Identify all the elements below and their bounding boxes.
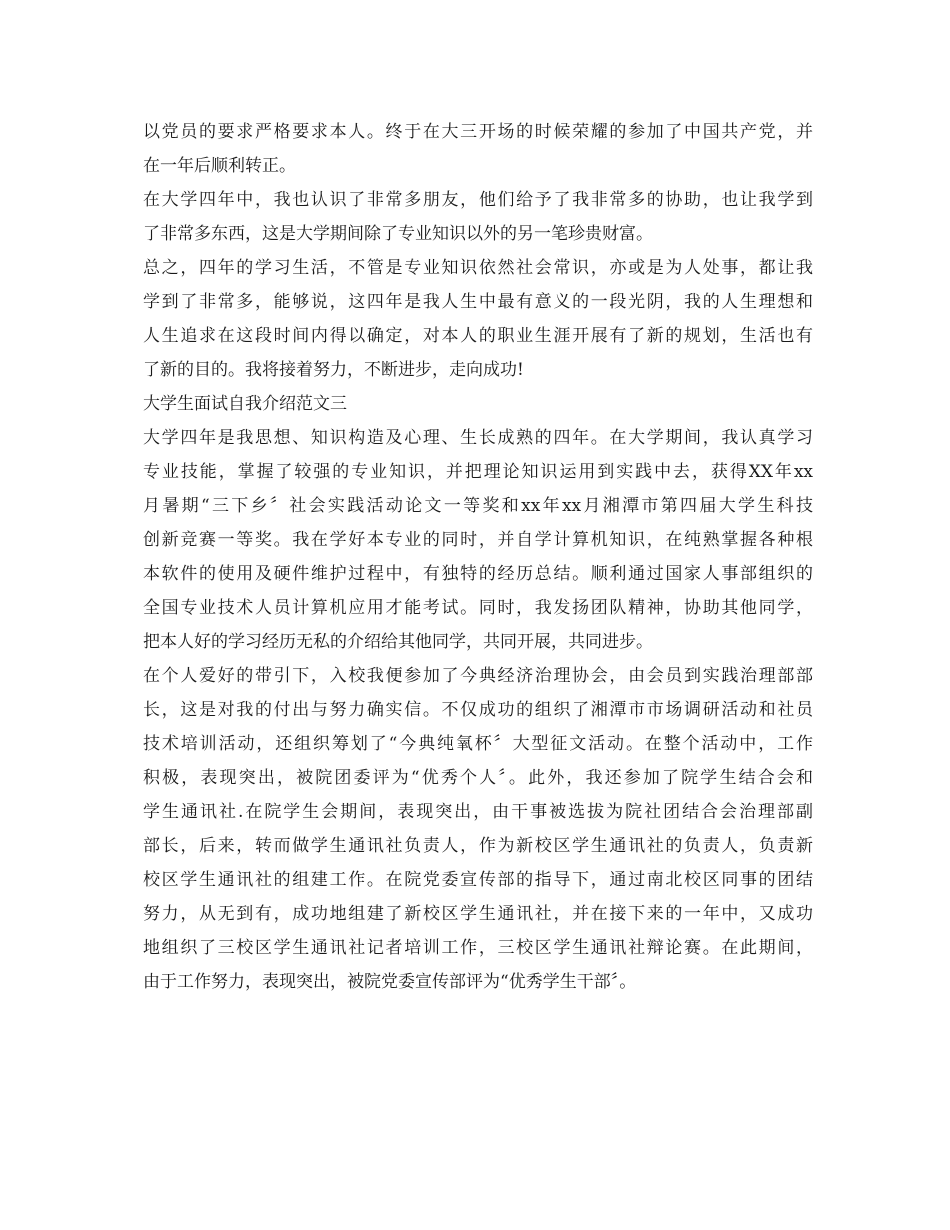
text-line: 校区学生通讯社的组建工作。在院党委宣传部的指导下，通过南北校区同事的团结	[143, 870, 813, 890]
text-line: 创新竞赛一等奖。我在学好本专业的同时，并自学计算机知识，在纯熟掌握各种根	[143, 530, 813, 550]
text-line: 长，这是对我的付出与努力确实信。不仅成功的组织了湘潭市市场调研活动和社员	[143, 700, 813, 720]
text-line: 地组织了三校区学生通讯社记者培训工作，三校区学生通讯社辩论赛。在此期间，	[143, 938, 813, 958]
text-line: 月暑期“三下乡〞社会实践活动论文一等奖和xx年xx月湘潭市第四届大学生科技	[143, 496, 813, 516]
text-line: 在个人爱好的带引下，入校我便参加了今典经济治理协会，由会员到实践治理部部	[143, 666, 813, 686]
text-line: 由于工作努力，表现突出，被院党委宣传部评为“优秀学生干部〞。	[143, 972, 637, 992]
text-line: 全国专业技术人员计算机应用才能考试。同时，我发扬团队精神，协助其他同学，	[143, 598, 813, 618]
text-line: 积极，表现突出，被院团委评为“优秀个人〞。此外，我还参加了院学生结合会和	[143, 768, 813, 788]
text-line: 把本人好的学习经历无私的介绍给其他同学，共同开展，共同进步。	[143, 632, 653, 652]
document-body	[143, 115, 813, 999]
text-line: 专业技能，掌握了较强的专业知识，并把理论知识运用到实践中去，获得XX年xx	[143, 462, 813, 482]
text-line: 大学四年是我思想、知识构造及心理、生长成熟的四年。在大学期间，我认真学习	[143, 428, 813, 448]
text-line: 总之，四年的学习生活，不管是专业知识依然社会常识，亦或是为人处事，都让我	[143, 258, 813, 278]
text-line: 学生通讯社.在院学生会期间，表现突出，由干事被选拔为院社团结合会治理部副	[143, 802, 813, 822]
text-line: 在一年后顺利转正。	[143, 156, 296, 176]
text-line: 技术培训活动，还组织筹划了“今典纯氧杯〞大型征文活动。在整个活动中，工作	[143, 734, 813, 754]
text-line: 了非常多东西，这是大学期间除了专业知识以外的另一笔珍贵财富。	[143, 224, 653, 244]
text-line: 了新的目的。我将接着努力，不断进步，走向成功!	[143, 360, 524, 380]
text-line: 学到了非常多，能够说，这四年是我人生中最有意义的一段光阴，我的人生理想和	[143, 292, 813, 312]
text-line: 部长，后来，转而做学生通讯社负责人，作为新校区学生通讯社的负责人，负责新	[143, 836, 813, 856]
text-line: 本软件的使用及硬件维护过程中，有独特的经历总结。顺利通过国家人事部组织的	[143, 564, 813, 584]
section-heading: 大学生面试自我介绍范文三	[143, 394, 347, 414]
text-line: 在大学四年中，我也认识了非常多朋友，他们给予了我非常多的协助，也让我学到	[143, 190, 813, 210]
text-line: 努力，从无到有，成功地组建了新校区学生通讯社，并在接下来的一年中，又成功	[143, 904, 813, 924]
text-line: 以党员的要求严格要求本人。终于在大三开场的时候荣耀的参加了中国共产党，并	[143, 122, 813, 142]
text-line: 人生追求在这段时间内得以确定，对本人的职业生涯开展有了新的规划，生活也有	[143, 326, 813, 346]
